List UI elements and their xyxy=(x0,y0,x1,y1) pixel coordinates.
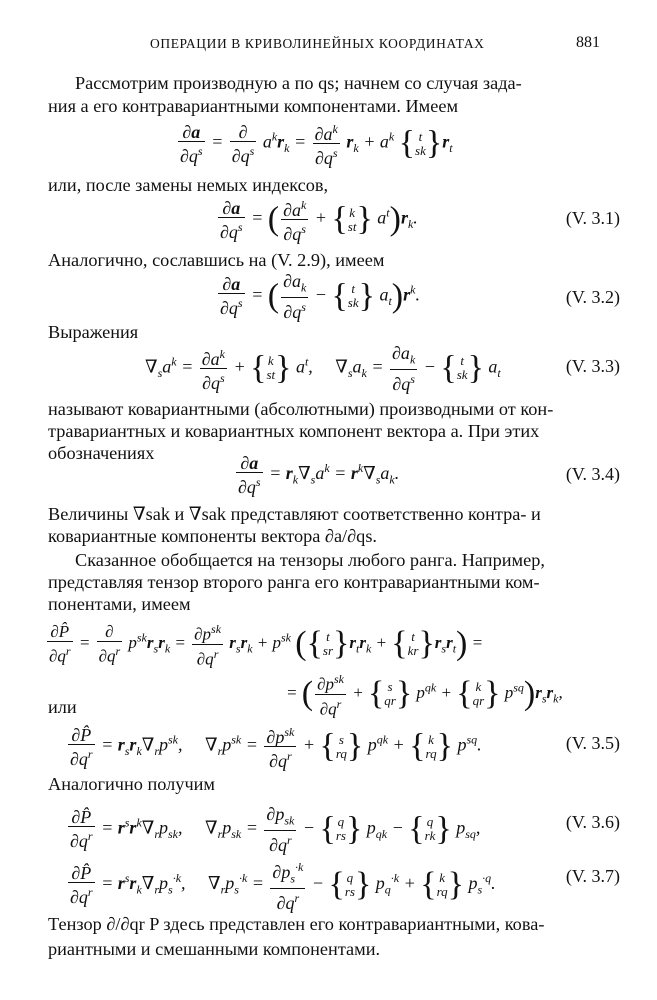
equation-number: (V. 3.4) xyxy=(565,464,620,484)
paragraph-line: обозначениях xyxy=(48,443,155,463)
paragraph-line: или, после замены немых индексов, xyxy=(48,175,329,195)
paragraph-line: называют ковариантными (абсолютными) производными от кон- xyxy=(48,399,554,419)
page-number: 881 xyxy=(576,34,600,51)
equation-number: (V. 3.5) xyxy=(565,733,620,753)
equation-v36: $\frac{\partial P̂}{\partial q^r}$ = $r^sr^k\nabla_rp_{sk}$, $\nabla_rp_{sk}$ = $\frac{\partial p_{sk}}{\partial q^r}$ − { q rs} $p_{qk}$ − { q rk} $p_{sq}$, xyxy=(70,804,481,855)
paragraph-line: ковариантные компоненты вектора ∂a/∂qs. xyxy=(48,526,377,546)
paragraph-line: или xyxy=(48,697,77,717)
paragraph-line: Величины ∇sak и ∇sak представляют соответственно контра- и xyxy=(48,504,541,524)
running-title: ОПЕРАЦИИ В КРИВОЛИНЕЙНЫХ КООРДИНАТАХ xyxy=(150,36,485,51)
paragraph-line: риантными и смешанными компонентами. xyxy=(48,939,381,959)
paragraph-line: представляя тензор второго ранга его контравариантными ком- xyxy=(48,572,540,592)
paragraph-line: Тензор ∂/∂qr P здесь представлен его контравариантными, кова- xyxy=(48,914,545,934)
equation-v33: $\nabla_sa^k$ = $\frac{\partial a^k}{\partial q^s}$ + {k st} $a^t$, $\nabla_sa_k$ = $\frac{\partial a_k}{\partial q^s}$ − { t sk} $a_t$ xyxy=(145,343,501,394)
paragraph-line: травариантных и ковариантных компонент вектора a. При этих xyxy=(48,421,540,441)
page-header xyxy=(150,36,600,56)
equation-v37: $\frac{\partial P̂}{\partial q^r}$ = $r^sr_k\nabla_rp_s^{\cdot k}$, $\nabla_rp_s^{\cdot k}$ = $\frac{\partial p_s^{\cdot k}}{\partial q^r}$ − { q rs} $p_q^{\cdot k}$ + { k rq} $p_s^{\cdot q}$. xyxy=(70,860,496,913)
paragraph-line: Выражения xyxy=(48,322,139,342)
equation-number: (V. 3.6) xyxy=(565,812,620,832)
paragraph-line: понентами, имеем xyxy=(48,594,191,614)
equation-number: (V. 3.2) xyxy=(565,287,620,307)
equation-tensor-derivative-cont: = ( $\frac{\partial p^{sk}}{\partial q^r}$ + { s qr} $p^{qk}$ + { k qr} $p^{sq})r_sr_k$, xyxy=(286,672,563,719)
paragraph-line: ния a его контравариантными компонентами. Имеем xyxy=(48,96,459,116)
equation-v31: $\frac{\partial a}{\partial q^s}$ = ( $\frac{\partial a^k}{\partial q^s}$ + {k st} $a^t)r_k$. xyxy=(220,197,418,244)
equation-number: (V. 3.1) xyxy=(565,208,620,228)
equation-derivative-a: $\frac{\partial a}{\partial q^s}$ = $\frac{\partial}{\partial q^s}$ $a^kr_k$ = $\frac{\partial a^k}{\partial q^s}$ $r_k + a^k$ { t $sk\}r_t$ xyxy=(180,121,453,168)
equation-v35: $\frac{\partial P̂}{\partial q^r}$ = $r_sr_k\nabla_rp^{sk}$, $\nabla_rp^{sk}$ = $\frac{\partial p^{sk}}{\partial q^r}$ + { s rq} $p^{qk}$ + { k rq} $p^{sq}$. xyxy=(70,724,482,771)
equation-tensor-derivative: $\frac{\partial P̂}{\partial q^r}$ = $\frac{\partial}{\partial q^r}$ $p^{sk}r_sr_k$ = $\frac{\partial p^{sk}}{\partial q^r}$ $r_sr_k + p^{sk}$ ({ t $sr\}r_tr_k$ + { t $kr\}r_sr_t$) = xyxy=(49,621,484,669)
paragraph-line: Рассмотрим производную a по qs; начнем со случая зада- xyxy=(75,73,522,93)
paragraph-line: Аналогично получим xyxy=(48,774,215,794)
paragraph-line: Сказанное обобщается на тензоры любого ранга. Например, xyxy=(75,550,545,570)
equation-v34: $\frac{\partial a}{\partial q^s}$ = $r_k\nabla_sa^k = r^k\nabla_sa_k$. xyxy=(238,453,400,497)
equation-v32: $\frac{\partial a}{\partial q^s}$ = ( $\frac{\partial a_k}{\partial q^s}$ − { t sk} $a_t)r^k$. xyxy=(220,271,420,322)
equation-number: (V. 3.3) xyxy=(565,356,620,376)
equation-number: (V. 3.7) xyxy=(565,866,620,886)
paragraph-line: Аналогично, сославшись на (V. 2.9), имеем xyxy=(48,250,385,270)
